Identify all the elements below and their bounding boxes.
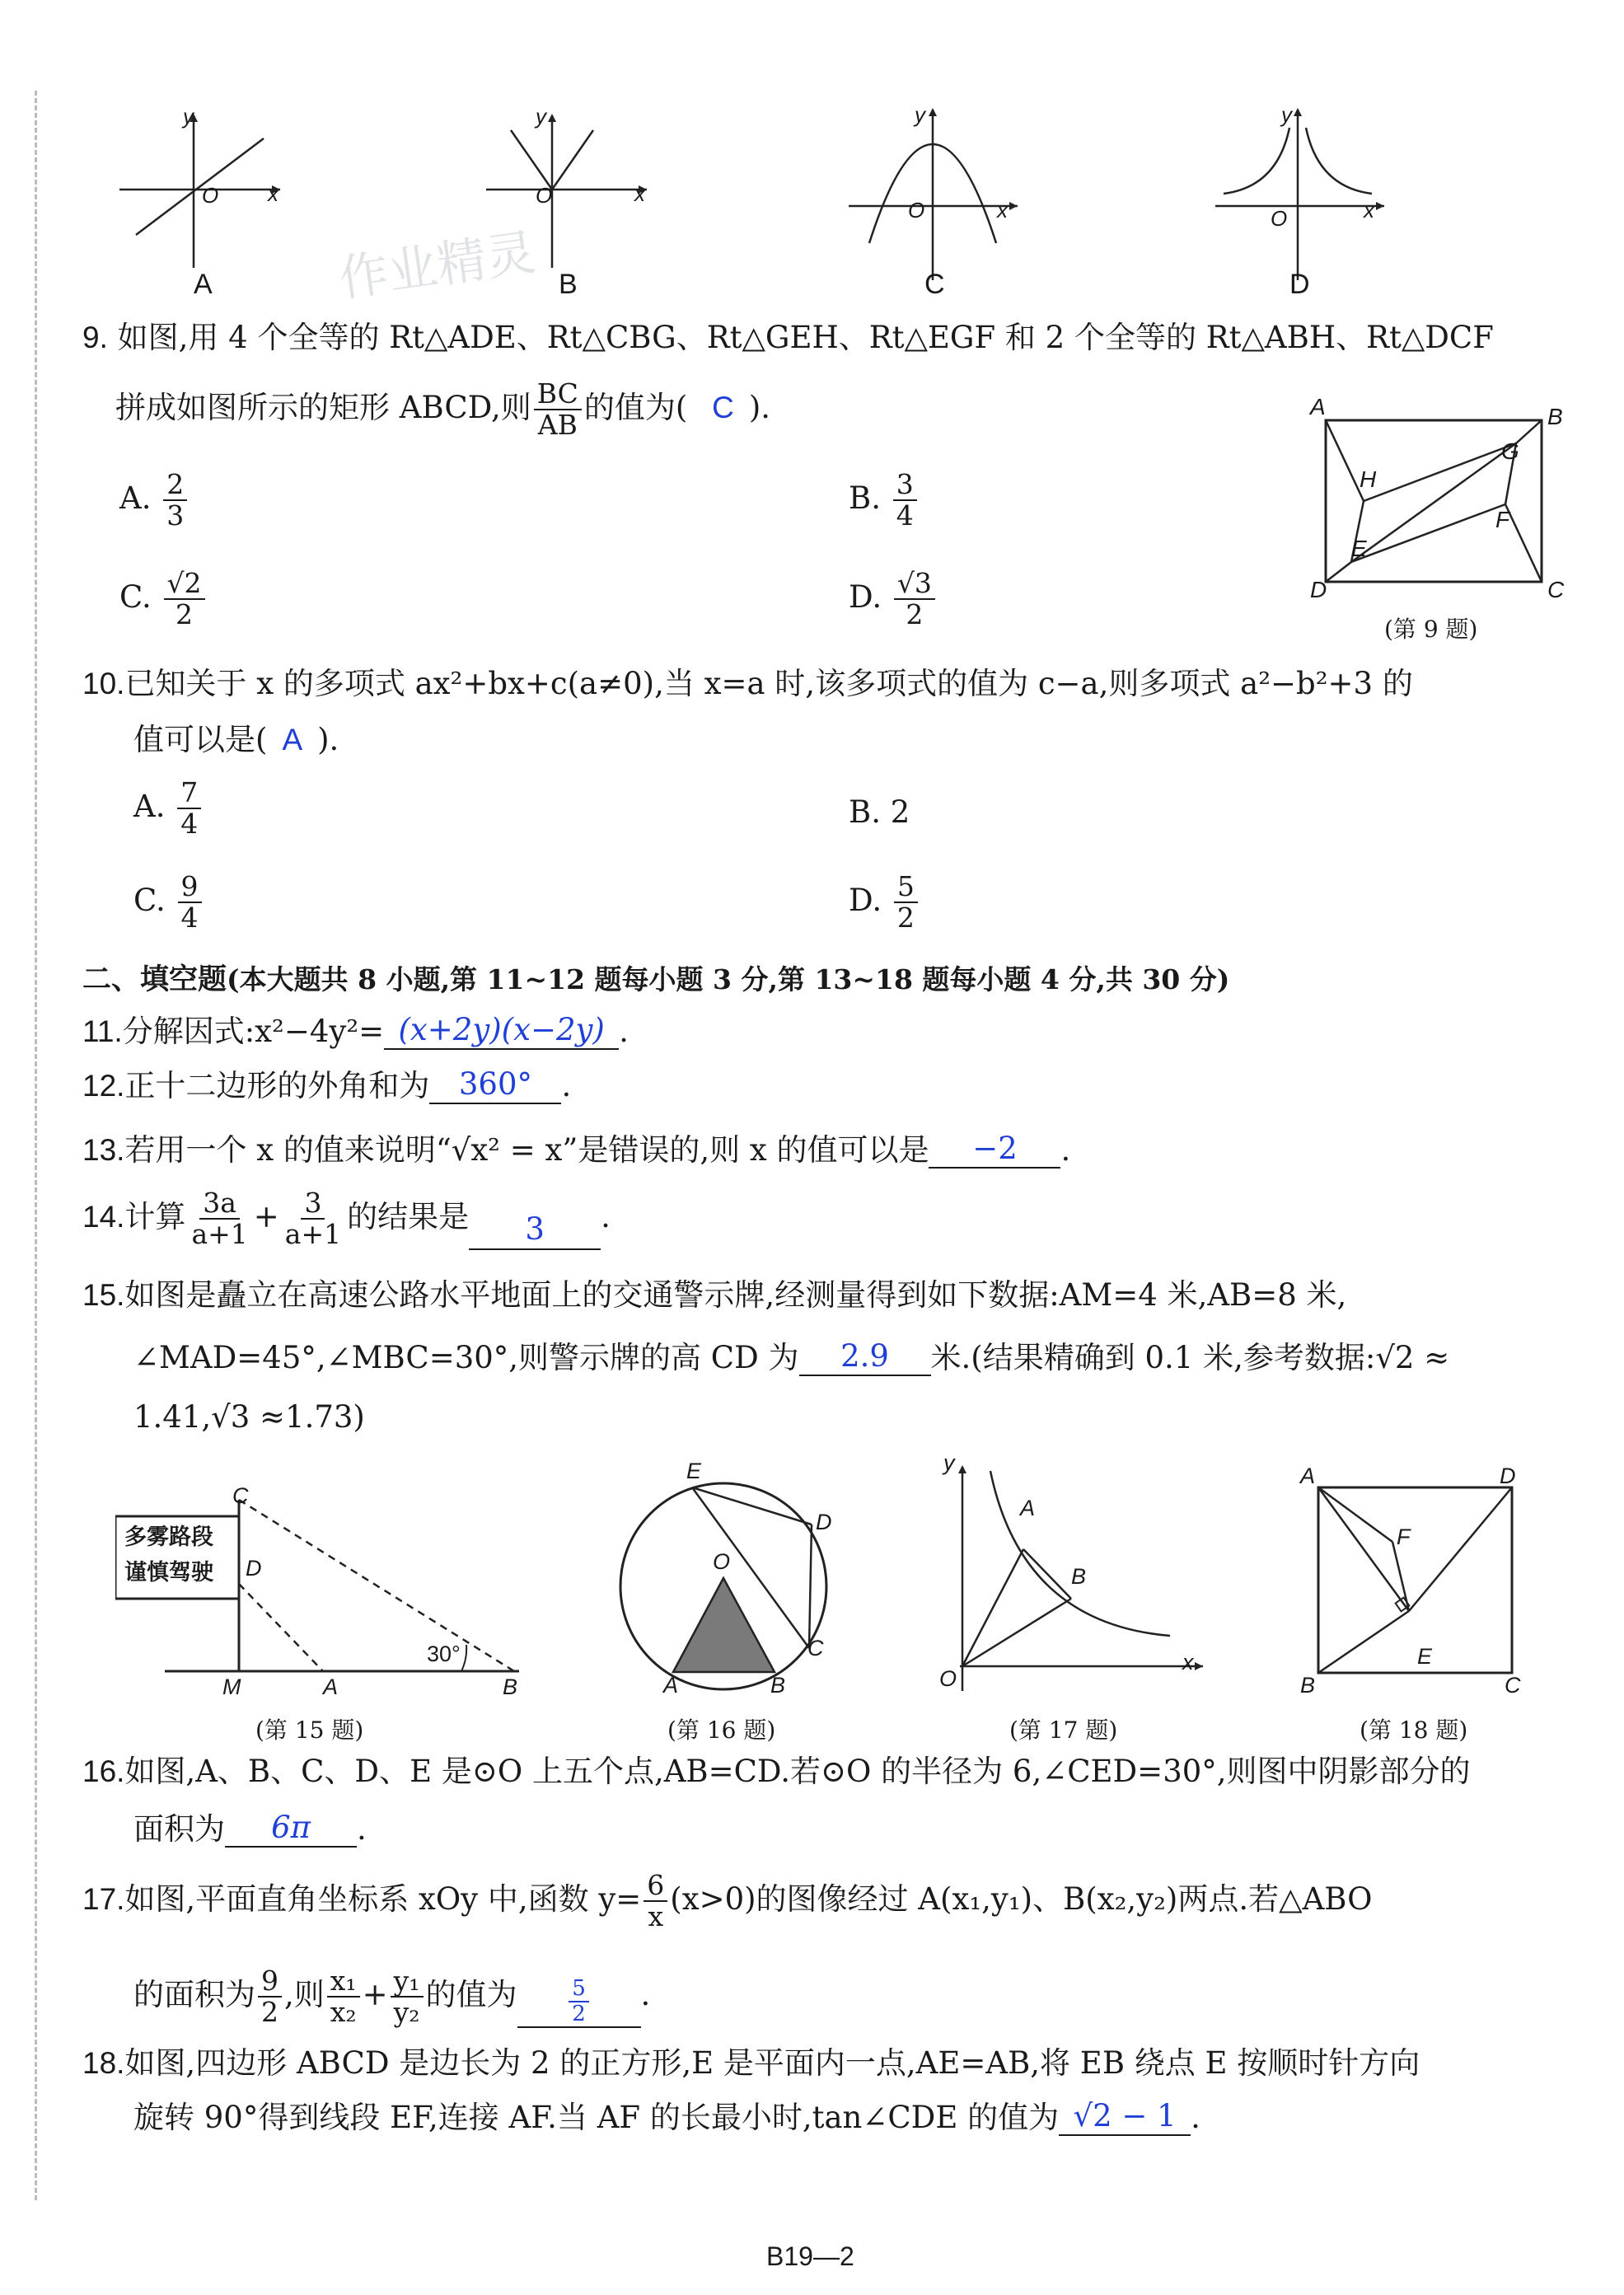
q10-text-line1: 已知关于 x 的多项式 ax²+bx+c(a≠0),当 x=a 时,该多项式的值为 c−a,则多项式 a²−b²+3 的: [124, 666, 1413, 701]
q15-text-line3: 1.41,√3 ≈1.73): [133, 1399, 365, 1435]
binding-dashed-line: [35, 91, 37, 2200]
q17-y-den: y₂: [393, 1996, 420, 2029]
fig17-label-y: y: [943, 1450, 955, 1475]
q12-answer: 360°: [429, 1066, 561, 1104]
q10-number: 10.: [82, 667, 125, 700]
q16-number: 16.: [82, 1754, 125, 1788]
graph-d-origin: O: [1271, 206, 1288, 231]
fig17-label-o: O: [939, 1666, 957, 1691]
fig9-label-a: A: [1310, 394, 1326, 419]
q9-opt-a-label: A.: [119, 480, 152, 516]
fig17-caption: (第 17 题): [1009, 1717, 1118, 1744]
q17-area-den: 2: [261, 1996, 278, 2029]
q9-option-b: [849, 470, 920, 532]
q14: [82, 1188, 611, 1250]
q16-line2: [133, 1810, 367, 1848]
q9-option-c: [119, 569, 208, 630]
q9-opt-d-label: D.: [849, 578, 882, 615]
q15-answer: 2.9: [799, 1338, 931, 1376]
q17-text-mid: ,则: [284, 1976, 325, 2012]
q17-plus: +: [362, 1976, 388, 2012]
fig15-label-b: B: [503, 1674, 518, 1699]
q15-text-line2b: 米.(结果精确到 0.1 米,参考数据:√2 ≈: [930, 1340, 1450, 1375]
fig9-label-c: C: [1547, 577, 1565, 602]
fig9-caption: (第 9 题): [1384, 616, 1478, 643]
q11: [82, 1012, 629, 1050]
graph-a-label: A: [194, 269, 213, 300]
q18-answer: √2 − 1: [1059, 2098, 1191, 2136]
q9-fraction: [534, 379, 582, 441]
q10-opt-d-num: 5: [894, 872, 918, 903]
q17-y-num: y₁: [391, 1966, 424, 1998]
q15-line3: [133, 1399, 365, 1436]
q10-opt-c-num: 9: [178, 872, 202, 903]
q15-text-line1: 如图是矗立在高速公路水平地面上的交通警示牌,经测量得到如下数据:AM=4 米,AB=8 米,: [124, 1277, 1347, 1313]
fig15-label-d: D: [246, 1556, 262, 1581]
q14-close: .: [601, 1198, 611, 1234]
q16-text-line1: 如图,A、B、C、D、E 是⊙O 上五个点,AB=CD.若⊙O 的半径为 6,∠CED=30°,则图中阴影部分的: [124, 1754, 1471, 1789]
watermark: 作业精灵: [335, 223, 540, 309]
q16-line1: [82, 1754, 1471, 1790]
fig16-circle-diagram: [610, 1479, 840, 1702]
q18-line1: [82, 2045, 1420, 2082]
fig15-label-m: M: [222, 1674, 241, 1699]
q12-close: .: [561, 1068, 572, 1103]
q18-line2: [133, 2098, 1200, 2136]
q17-answer-blank: [517, 1977, 641, 2027]
q10-opt-a-den: 4: [180, 808, 199, 841]
q17-number: 17.: [82, 1881, 125, 1916]
q14-f1-num: 3a: [199, 1188, 240, 1220]
graph-c-x-label: x: [997, 198, 1008, 222]
q9-opt-a-num: 2: [163, 470, 187, 501]
graph-c-y-label: y: [915, 102, 925, 127]
q9-opt-b-label: B.: [849, 480, 881, 516]
q9-option-d: [849, 569, 938, 630]
q13-text: 若用一个 x 的值来说明“√x² = x”是错误的,则 x 的值可以是: [124, 1132, 929, 1168]
q13: [82, 1131, 1070, 1169]
fig16-caption: (第 16 题): [667, 1717, 776, 1744]
fig15-label-a: A: [323, 1674, 339, 1699]
q17-x-num: x₁: [327, 1966, 360, 1998]
q13-answer: −2: [929, 1131, 1060, 1169]
q12: [82, 1066, 571, 1104]
fig9-label-d: D: [1310, 577, 1327, 602]
graph-a-origin: O: [202, 183, 219, 208]
q17-close: .: [640, 1976, 651, 2012]
fig16-label-b: B: [770, 1673, 786, 1698]
q17-x-den: x₂: [330, 1996, 357, 2029]
q17-text-area: 的面积为: [133, 1976, 255, 2012]
q17-answer-num: 5: [569, 1977, 589, 2002]
fig18-label-d: D: [1500, 1464, 1516, 1488]
q9-line1: [82, 320, 1494, 356]
q10-opt-d-label: D.: [849, 882, 882, 918]
q9-opt-d-den: 2: [906, 598, 924, 631]
q9-answer: C: [712, 390, 734, 424]
q9-line2: [115, 379, 770, 441]
q13-number: 13.: [82, 1133, 125, 1167]
q11-close: .: [619, 1014, 629, 1049]
fig16-label-a: A: [663, 1673, 679, 1698]
fig15-sign-line2: 谨慎驾驶: [124, 1560, 213, 1585]
graph-b-y-label: y: [536, 104, 546, 129]
q17-text-value: 的值为: [425, 1976, 517, 2012]
q9-opt-c-label: C.: [119, 578, 152, 615]
q11-text: 分解因式:x²−4y²=: [122, 1014, 385, 1049]
fig17-label-x: x: [1182, 1650, 1194, 1674]
q17-func-num: 6: [644, 1871, 667, 1902]
q17-text-post: (x>0)的图像经过 A(x₁,y₁)、B(x₂,y₂)两点.若△ABO: [670, 1880, 1373, 1917]
q17-line2: [133, 1966, 650, 2028]
section2-header: [82, 962, 1229, 997]
fig18-label-b: B: [1300, 1673, 1316, 1698]
q17-func-den: x: [648, 1900, 664, 1933]
fig15-caption: (第 15 题): [255, 1717, 364, 1744]
q10-text-line2: 值可以是(: [133, 722, 268, 757]
q10-opt-d-den: 2: [896, 902, 915, 934]
q15-line2: [133, 1338, 1449, 1376]
graph-b-origin: O: [536, 183, 553, 208]
q9-opt-b-num: 3: [893, 470, 917, 501]
fig16-label-e: E: [686, 1459, 702, 1483]
q9-opt-c-num: √2: [164, 569, 205, 600]
q14-plus: +: [253, 1198, 279, 1234]
q9-opt-a-den: 3: [166, 499, 185, 532]
fig16-label-c: C: [807, 1636, 824, 1660]
q10-opt-b-label: B.: [849, 794, 881, 830]
page-footer: B19—2: [766, 2241, 854, 2271]
q11-number: 11.: [82, 1014, 123, 1048]
q13-close: .: [1060, 1132, 1071, 1168]
q15-line1: [82, 1277, 1346, 1314]
fig15-sign-line1: 多雾路段: [124, 1525, 213, 1550]
q9-text-line1: 如图,用 4 个全等的 Rt△ADE、Rt△CBG、Rt△GEH、Rt△EGF 和 2 个全等的 Rt△ABH、Rt△DCF: [117, 320, 1494, 355]
fig18-caption: (第 18 题): [1360, 1717, 1468, 1744]
q9-text-value: 的值为(: [583, 389, 688, 425]
q18-number: 18.: [82, 2046, 125, 2080]
q10-opt-c-den: 4: [180, 902, 199, 934]
fig18-label-e: E: [1417, 1644, 1433, 1669]
q12-number: 12.: [82, 1069, 125, 1103]
graph-b-x-label: x: [634, 181, 645, 206]
q11-answer: (x+2y)(x−2y): [384, 1012, 619, 1050]
fig9-label-f: F: [1495, 507, 1510, 532]
q16-answer: 6π: [225, 1810, 357, 1848]
graph-a-x-label: x: [268, 181, 278, 206]
graph-a-y-label: y: [183, 104, 194, 129]
q16-text-line2: 面积为: [133, 1811, 225, 1847]
fig18-label-f: F: [1397, 1525, 1411, 1549]
q10-close: ).: [317, 722, 339, 757]
fig9-label-g: G: [1501, 438, 1519, 464]
q18-text-line2: 旋转 90°得到线段 EF,连接 AF.当 AF 的长最小时,tan∠CDE 的值为: [133, 2100, 1060, 2135]
q10-opt-b-value: 2: [890, 794, 910, 830]
q14-pre: 计算: [124, 1198, 186, 1234]
q10-option-b: [849, 794, 910, 830]
q17-answer-den: 2: [572, 2002, 586, 2026]
q15-number: 15.: [82, 1278, 125, 1312]
graph-option-c: [845, 103, 1026, 288]
q10-option-d: [849, 872, 920, 934]
q9-frac-num: BC: [534, 379, 582, 410]
q17-text-pre: 如图,平面直角坐标系 xOy 中,函数 y=: [124, 1880, 642, 1917]
graph-b-label: B: [559, 269, 578, 300]
q14-f2-den: a+1: [284, 1218, 342, 1251]
q14-f2-num: 3: [301, 1188, 325, 1220]
q9-close: ).: [748, 389, 771, 425]
fig9-label-h: H: [1360, 466, 1377, 492]
q16-close: .: [357, 1811, 367, 1847]
fig15-label-c: C: [232, 1483, 249, 1508]
fig18-label-a: A: [1300, 1464, 1316, 1488]
q18-text-line1: 如图,四边形 ABCD 是边长为 2 的正方形,E 是平面内一点,AE=AB,将 EB 绕点 E 按顺时针方向: [124, 2045, 1420, 2081]
q14-f1-den: a+1: [191, 1218, 248, 1251]
section2-title: 二、填空题: [82, 962, 227, 996]
fig17-label-a: A: [1020, 1496, 1036, 1520]
q14-answer: 3: [469, 1211, 601, 1249]
q9-option-a: [119, 470, 190, 532]
fig9-label-e: E: [1351, 536, 1367, 561]
q10-opt-c-label: C.: [133, 882, 166, 918]
q9-text-line2: 拼成如图所示的矩形 ABCD,则: [115, 389, 531, 425]
q10-opt-a-num: 7: [177, 778, 201, 809]
fig16-label-d: D: [816, 1510, 832, 1534]
q14-number: 14.: [82, 1199, 125, 1234]
q9-opt-d-num: √3: [894, 569, 935, 600]
q17-line1: [82, 1871, 1373, 1932]
fig18-label-c: C: [1505, 1673, 1521, 1698]
graph-option-d: [1211, 103, 1392, 288]
q10-opt-a-label: A.: [133, 788, 166, 824]
q10-option-a: [133, 778, 204, 840]
graph-c-origin: O: [908, 198, 925, 222]
q9-opt-c-den: 2: [176, 598, 194, 631]
fig15-angle: 30°: [427, 1642, 461, 1666]
q17-area-num: 9: [258, 1966, 282, 1998]
q10-option-c: [133, 872, 204, 934]
q12-text: 正十二边形的外角和为: [124, 1068, 430, 1103]
graph-d-label: D: [1289, 269, 1310, 300]
q18-close: .: [1191, 2100, 1200, 2135]
q9-number: 9.: [82, 321, 108, 354]
q10-answer: A: [282, 723, 303, 756]
graph-d-x-label: x: [1364, 198, 1374, 222]
fig17-label-b: B: [1071, 1564, 1087, 1589]
q14-post: 的结果是: [347, 1198, 470, 1234]
q10-line2: [133, 722, 339, 758]
q9-frac-den: AB: [537, 409, 578, 442]
graph-d-y-label: y: [1281, 102, 1292, 127]
section2-note: (本大题共 8 小题,第 11~12 题每小题 3 分,第 13~18 题每小题 4 分,共 30 分): [227, 963, 1230, 995]
fig9-label-b: B: [1547, 404, 1563, 429]
graph-c-label: C: [924, 269, 945, 300]
fig16-label-o: O: [713, 1549, 731, 1574]
q15-text-line2: ∠MAD=45°,∠MBC=30°,则警示牌的高 CD 为: [133, 1340, 799, 1375]
q10-line1: [82, 666, 1413, 702]
q9-opt-b-den: 4: [896, 499, 914, 532]
